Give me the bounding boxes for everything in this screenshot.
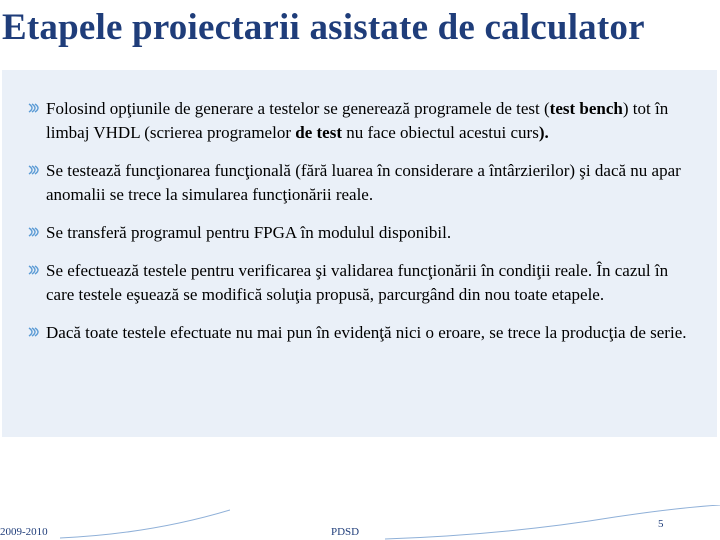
bullet-item (28, 321, 698, 345)
bullet-text: Folosind opţiunile de generare a testelor se generează programele de test (test bench) tot în limbaj VHDL (scrierea programelor de test nu face obiectul acestui curs). (46, 99, 669, 142)
footer-decoration-left (60, 508, 230, 540)
bullet-item (28, 221, 698, 245)
slide-title: Etapele proiectarii asistate de calculator (2, 7, 645, 48)
bullet-text: Dacă toate testele efectuate nu mai pun în evidenţă nici o eroare, se trece la producţia de serie. (46, 323, 687, 342)
bullet-arrow-icon (28, 264, 43, 276)
bullet-item (28, 159, 698, 207)
footer-decoration-right (385, 505, 720, 540)
bullet-text: Se testează funcţionarea funcţională (fără luarea în considerare a întârzierilor) şi dacă nu apar anomalii se trece la simularea funcţionării reale. (46, 161, 681, 204)
footer-course: PDSD (331, 526, 360, 538)
bullet-item (28, 97, 698, 145)
bullet-text: Se transferă programul pentru FPGA în modulul disponibil. (46, 223, 452, 242)
footer-date: 2009-2010 (0, 526, 48, 538)
bullet-arrow-icon (28, 164, 43, 176)
bullet-list (28, 97, 698, 359)
bullet-item (28, 259, 698, 307)
bullet-text: Se efectuează testele pentru verificarea şi validarea funcţionării în condiţii reale. În cazul în care testele eşuează se modifică soluţia propusă, parcurgând din nou toate etapele. (46, 261, 669, 304)
page-number: 5 (658, 518, 664, 530)
bullet-arrow-icon (28, 102, 43, 114)
bullet-arrow-icon (28, 326, 43, 338)
bullet-arrow-icon (28, 226, 43, 238)
